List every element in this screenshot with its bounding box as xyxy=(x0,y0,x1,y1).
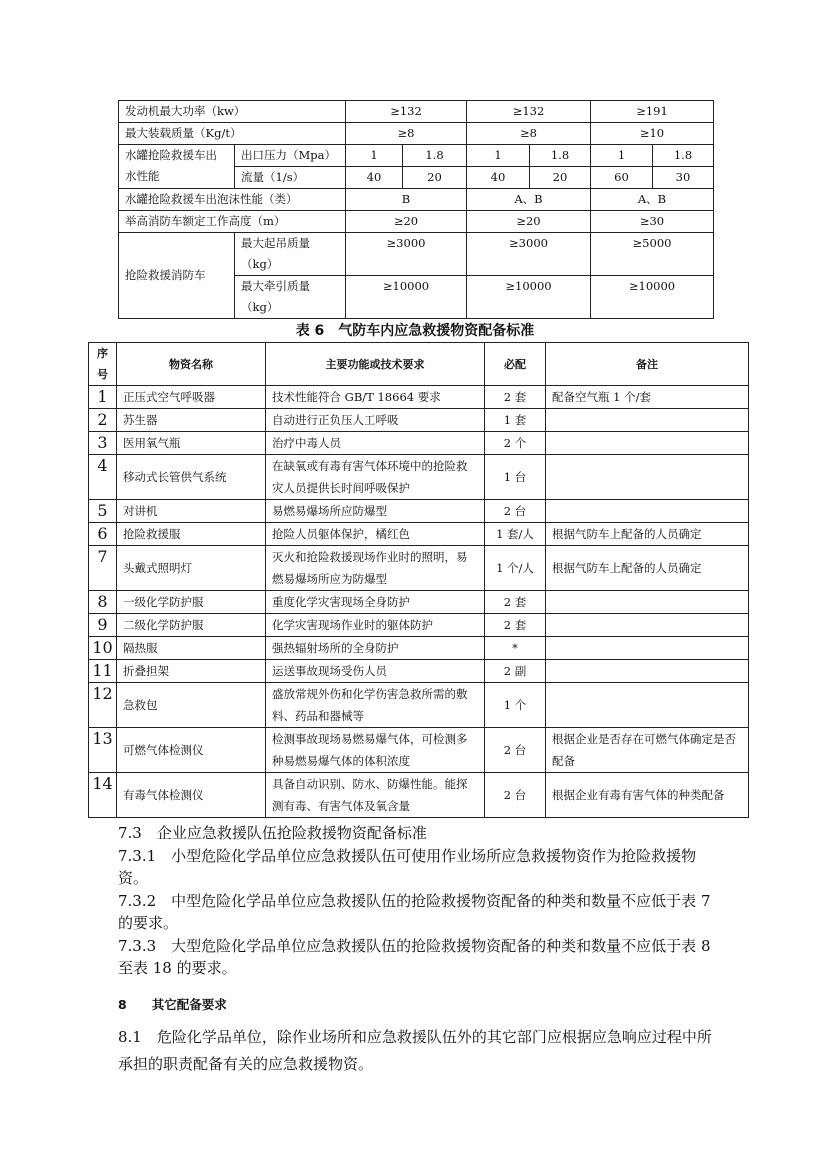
requirement: 治疗中毒人员 xyxy=(266,432,485,455)
row-label: 最大装载质量（Kg/t） xyxy=(119,123,346,145)
section-7-3: 7.3 企业应急救援队伍抢险救援物资配备标准 xyxy=(118,824,427,842)
section-8-heading: 8 其它配备要求 xyxy=(118,996,227,1012)
row-number: 8 xyxy=(89,591,117,614)
cell: ≥20 xyxy=(346,211,467,233)
row-number: 5 xyxy=(89,500,117,523)
row-number: 7 xyxy=(89,546,117,591)
requirement: 运送事故现场受伤人员 xyxy=(266,660,485,683)
table-row xyxy=(89,523,749,546)
cell: ≥8 xyxy=(467,123,591,145)
cell: ≥10 xyxy=(591,123,714,145)
requirement: 易燃易爆场所应防爆型 xyxy=(266,500,485,523)
table-header-row xyxy=(89,343,749,386)
requirement: 具备自动识别、防水、防爆性能。能探测有毒、有害气体及氧含量 xyxy=(266,773,485,818)
vehicle-spec-table xyxy=(118,100,714,319)
quantity: 2 台 xyxy=(485,500,546,523)
item-name: 移动式长管供气系统 xyxy=(117,455,266,500)
quantity: 2 套 xyxy=(485,614,546,637)
item-name: 隔热服 xyxy=(117,637,266,660)
requirement: 自动进行正负压人工呼吸 xyxy=(266,409,485,432)
table-row xyxy=(89,546,749,591)
remark: 根据企业是否存在可燃气体确定是否配备 xyxy=(546,728,749,773)
quantity: 1 个/人 xyxy=(485,546,546,591)
row-number: 1 xyxy=(89,386,117,409)
cell: ≥3000 xyxy=(467,233,591,276)
table-row xyxy=(89,637,749,660)
table-row xyxy=(89,773,749,818)
section-7-3-2: 7.3.2 中型危险化学品单位应急救援队伍的抢险救援物资配备的种类和数量不应低于表 7 的要求。 xyxy=(118,891,711,932)
cell: ≥191 xyxy=(591,101,714,123)
row-label: 发动机最大功率（kw） xyxy=(119,101,346,123)
item-name: 有毒气体检测仪 xyxy=(117,773,266,818)
item-name: 急救包 xyxy=(117,683,266,728)
item-name: 一级化学防护服 xyxy=(117,591,266,614)
table-row xyxy=(119,145,714,167)
cell: ≥8 xyxy=(346,123,467,145)
row-number: 13 xyxy=(89,728,117,773)
quantity: 1 台 xyxy=(485,455,546,500)
cell: 40 xyxy=(467,167,530,189)
row-label: 出口压力（Mpa） xyxy=(235,145,346,167)
cell: 1.8 xyxy=(403,145,467,167)
requirement: 强热辐射场所的全身防护 xyxy=(266,637,485,660)
cell: ≥30 xyxy=(591,211,714,233)
table-row xyxy=(119,233,714,276)
row-number: 10 xyxy=(89,637,117,660)
quantity: 2 个 xyxy=(485,432,546,455)
cell: ≥132 xyxy=(346,101,467,123)
remark xyxy=(546,432,749,455)
column-header: 必配 xyxy=(485,343,546,386)
cell: 1 xyxy=(467,145,530,167)
cell: 1 xyxy=(346,145,403,167)
table-row xyxy=(89,614,749,637)
column-header: 物资名称 xyxy=(117,343,266,386)
cell: 1 xyxy=(591,145,653,167)
table-row xyxy=(89,386,749,409)
table-row xyxy=(89,683,749,728)
remark: 根据气防车上配备的人员确定 xyxy=(546,546,749,591)
row-label: 水罐抢险救援车出水性能 xyxy=(119,145,235,189)
remark xyxy=(546,660,749,683)
table-row xyxy=(89,500,749,523)
item-name: 医用氧气瓶 xyxy=(117,432,266,455)
remark xyxy=(546,614,749,637)
quantity: 2 台 xyxy=(485,773,546,818)
cell: B xyxy=(346,189,467,211)
item-name: 正压式空气呼吸器 xyxy=(117,386,266,409)
row-number: 3 xyxy=(89,432,117,455)
column-header: 序号 xyxy=(89,343,117,386)
remark xyxy=(546,637,749,660)
table-row xyxy=(89,728,749,773)
row-label: 流量（1/s） xyxy=(235,167,346,189)
quantity: 1 个 xyxy=(485,683,546,728)
section-7-3-1: 7.3.1 小型危险化学品单位应急救援队伍可使用作业场所应急救援物资作为抢险救援物资。 xyxy=(118,846,697,887)
row-number: 6 xyxy=(89,523,117,546)
table-row xyxy=(119,211,714,233)
section-7-3-3: 7.3.3 大型危险化学品单位应急救援队伍的抢险救援物资配备的种类和数量不应低于表 8 至表 18 的要求。 xyxy=(118,936,711,977)
quantity: 2 副 xyxy=(485,660,546,683)
cell: 20 xyxy=(403,167,467,189)
item-name: 苏生器 xyxy=(117,409,266,432)
column-header: 主要功能或技术要求 xyxy=(266,343,485,386)
column-header: 备注 xyxy=(546,343,749,386)
table-row xyxy=(119,101,714,123)
remark xyxy=(546,455,749,500)
quantity: 2 套 xyxy=(485,386,546,409)
cell: ≥10000 xyxy=(346,276,467,319)
item-name: 抢险救援服 xyxy=(117,523,266,546)
section-8-1: 8.1 危险化学品单位，除作业场所和应急救援队伍外的其它部门应根据应急响应过程中所承担的职责配备有关的应急救援物资。 xyxy=(118,1027,712,1073)
table-row xyxy=(119,123,714,145)
quantity: * xyxy=(485,637,546,660)
cell: ≥132 xyxy=(467,101,591,123)
cell: 1.8 xyxy=(653,145,714,167)
remark: 配备空气瓶 1 个/套 xyxy=(546,386,749,409)
cell: A、B xyxy=(467,189,591,211)
requirement: 检测事故现场易燃易爆气体，可检测多种易燃易爆气体的体积浓度 xyxy=(266,728,485,773)
cell: 1.8 xyxy=(530,145,591,167)
remark xyxy=(546,409,749,432)
remark xyxy=(546,591,749,614)
table-row xyxy=(89,591,749,614)
cell: 20 xyxy=(530,167,591,189)
requirement: 重度化学灾害现场全身防护 xyxy=(266,591,485,614)
requirement: 灭火和抢险救援现场作业时的照明，易燃易爆场所应为防爆型 xyxy=(266,546,485,591)
row-number: 11 xyxy=(89,660,117,683)
table-caption: 表 6 气防车内应急救援物资配备标准 xyxy=(295,323,535,339)
table-row xyxy=(89,432,749,455)
row-number: 12 xyxy=(89,683,117,728)
item-name: 二级化学防护服 xyxy=(117,614,266,637)
requirement: 化学灾害现场作业时的躯体防护 xyxy=(266,614,485,637)
item-name: 对讲机 xyxy=(117,500,266,523)
cell: ≥3000 xyxy=(346,233,467,276)
table-row xyxy=(89,409,749,432)
item-name: 折叠担架 xyxy=(117,660,266,683)
item-name: 可燃气体检测仪 xyxy=(117,728,266,773)
row-number: 4 xyxy=(89,455,117,500)
requirement: 抢险人员躯体保护，橘红色 xyxy=(266,523,485,546)
remark: 根据气防车上配备的人员确定 xyxy=(546,523,749,546)
row-label: 抢险救援消防车 xyxy=(119,233,235,319)
cell: ≥10000 xyxy=(467,276,591,319)
row-label: 举高消防车额定工作高度（m） xyxy=(119,211,346,233)
requirement: 技术性能符合 GB/T 18664 要求 xyxy=(266,386,485,409)
row-number: 2 xyxy=(89,409,117,432)
quantity: 1 套 xyxy=(485,409,546,432)
cell: 40 xyxy=(346,167,403,189)
remark: 根据企业有毒有害气体的种类配备 xyxy=(546,773,749,818)
quantity: 2 台 xyxy=(485,728,546,773)
row-label: 水罐抢险救援车出泡沫性能（类） xyxy=(119,189,346,211)
cell: ≥5000 xyxy=(591,233,714,276)
quantity: 2 套 xyxy=(485,591,546,614)
table-row xyxy=(89,455,749,500)
requirement: 在缺氧或有毒有害气体环境中的抢险救灾人员提供长时间呼吸保护 xyxy=(266,455,485,500)
row-label: 最大牵引质量（kg） xyxy=(235,276,346,319)
table-row xyxy=(89,660,749,683)
cell: 60 xyxy=(591,167,653,189)
cell: ≥10000 xyxy=(591,276,714,319)
row-number: 14 xyxy=(89,773,117,818)
cell: A、B xyxy=(591,189,714,211)
remark xyxy=(546,500,749,523)
row-label: 最大起吊质量（kg） xyxy=(235,233,346,276)
cell: 30 xyxy=(653,167,714,189)
table-row xyxy=(119,189,714,211)
item-name: 头戴式照明灯 xyxy=(117,546,266,591)
remark xyxy=(546,683,749,728)
gas-defense-vehicle-table xyxy=(88,342,749,818)
requirement: 盛放常规外伤和化学伤害急救所需的敷料、药品和器械等 xyxy=(266,683,485,728)
row-number: 9 xyxy=(89,614,117,637)
cell: ≥20 xyxy=(467,211,591,233)
quantity: 1 套/人 xyxy=(485,523,546,546)
